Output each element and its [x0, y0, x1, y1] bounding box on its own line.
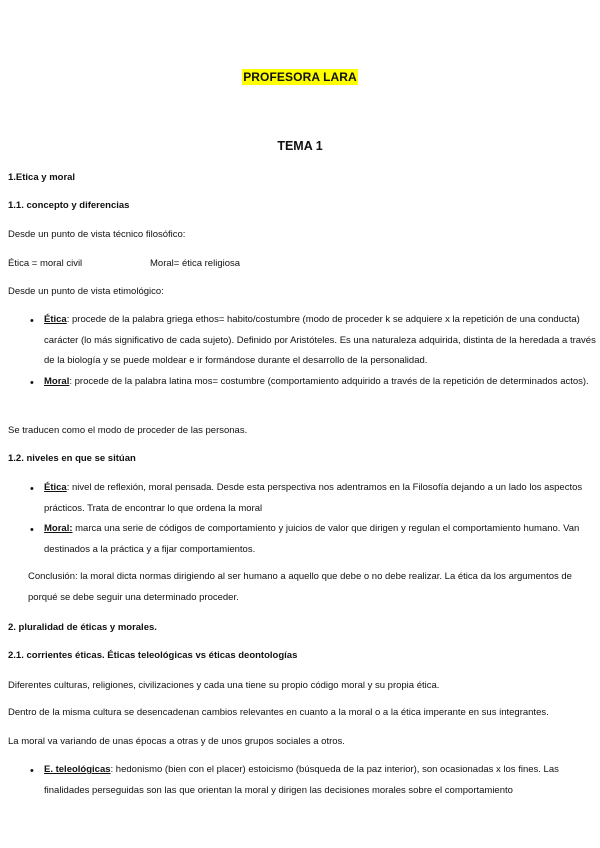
term-teleologicas: E. teleológicas: [44, 764, 111, 775]
topic-heading: TEMA 1: [277, 139, 323, 153]
subsection-heading: 1.1. concepto y diferencias: [8, 200, 130, 211]
term-etica: Ética: [44, 482, 67, 493]
page-title: [0, 68, 600, 86]
bullet-icon: •: [30, 315, 34, 327]
definition-moral: Moral= ética religiosa: [150, 258, 241, 269]
term-etica: Ética: [44, 314, 67, 325]
list-item-text: marca una serie de códigos de comportamiento y juicios de valor que dirigen y regulan el comportamiento humano. Van destinados a la práctica y a fijar comportamientos.: [44, 523, 580, 555]
paragraph: La moral va variando de unas épocas a otras y de unos grupos sociales a otros.: [8, 736, 345, 747]
definition-etica: Ética = moral civil: [8, 258, 83, 269]
bullet-icon: •: [30, 483, 34, 495]
section-heading: 1.Etica y moral: [8, 172, 76, 183]
bullet-icon: •: [30, 377, 34, 389]
list-item: [44, 310, 599, 372]
subsection-heading: 2.1. corrientes éticas. Éticas teleológicas vs éticas deontologías: [8, 650, 298, 661]
term-moral: Moral:: [44, 523, 73, 534]
term-moral: Moral: [44, 376, 70, 387]
section-heading: 2. pluralidad de éticas y morales.: [8, 622, 157, 633]
list-item-text: : procede de la palabra griega ethos= habito/costumbre (modo de proceder k se adquiere x la repetición de una conducta) carácter (lo más significativo de cada sujeto). Definido por Aristóteles. Es una naturaleza adquirida, distinta de la heredada a través de la biología y se puede moldear e ir formándose durante el desarrollo de la personalidad.: [44, 314, 596, 366]
list-item-text: : procede de la palabra latina mos= costumbre (comportamiento adquirido a través de la repetición de determinados actos).: [69, 376, 589, 387]
paragraph: Dentro de la misma cultura se desencadenan cambios relevantes en cuanto a la moral o a la ética imperante en sus integrantes.: [8, 707, 549, 718]
list-item-text: : nivel de reflexión, moral pensada. Desde esta perspectiva nos adentramos en la Filosofía dejando a un lado los aspectos prácticos. Trata de encontrar lo que ordena la moral: [44, 482, 583, 514]
bullet-icon: •: [30, 524, 34, 536]
list-item: [44, 478, 599, 519]
list-item: [44, 760, 599, 801]
highlighted-title: PROFESORA LARA: [243, 70, 357, 84]
paragraph: Desde un punto de vista etimológico:: [8, 286, 164, 297]
paragraph: Diferentes culturas, religiones, civilizaciones y cada una tiene su propio código moral y su propia ética.: [8, 680, 440, 691]
list-item-text: : hedonismo (bien con el placer) estoicismo (búsqueda de la paz interior), son ocasionadas x los fines. Las finalidades perseguidas son las que orientan la moral y dirigen las decisiones morales sobre el comportamiento: [44, 764, 559, 796]
conclusion-paragraph: Conclusión: la moral dicta normas dirigiendo al ser humano a aquello que debe o no debe realizar. La ética da los argumentos de porqué se debe seguir una determinado proceder.: [28, 571, 572, 603]
list-item: [44, 372, 599, 393]
subsection-heading: 1.2. niveles en que se sitúan: [8, 453, 136, 464]
bullet-icon: •: [30, 765, 34, 777]
paragraph: Se traducen como el modo de proceder de las personas.: [8, 425, 248, 436]
paragraph: Desde un punto de vista técnico filosófico:: [8, 229, 186, 240]
list-item: [44, 519, 599, 560]
